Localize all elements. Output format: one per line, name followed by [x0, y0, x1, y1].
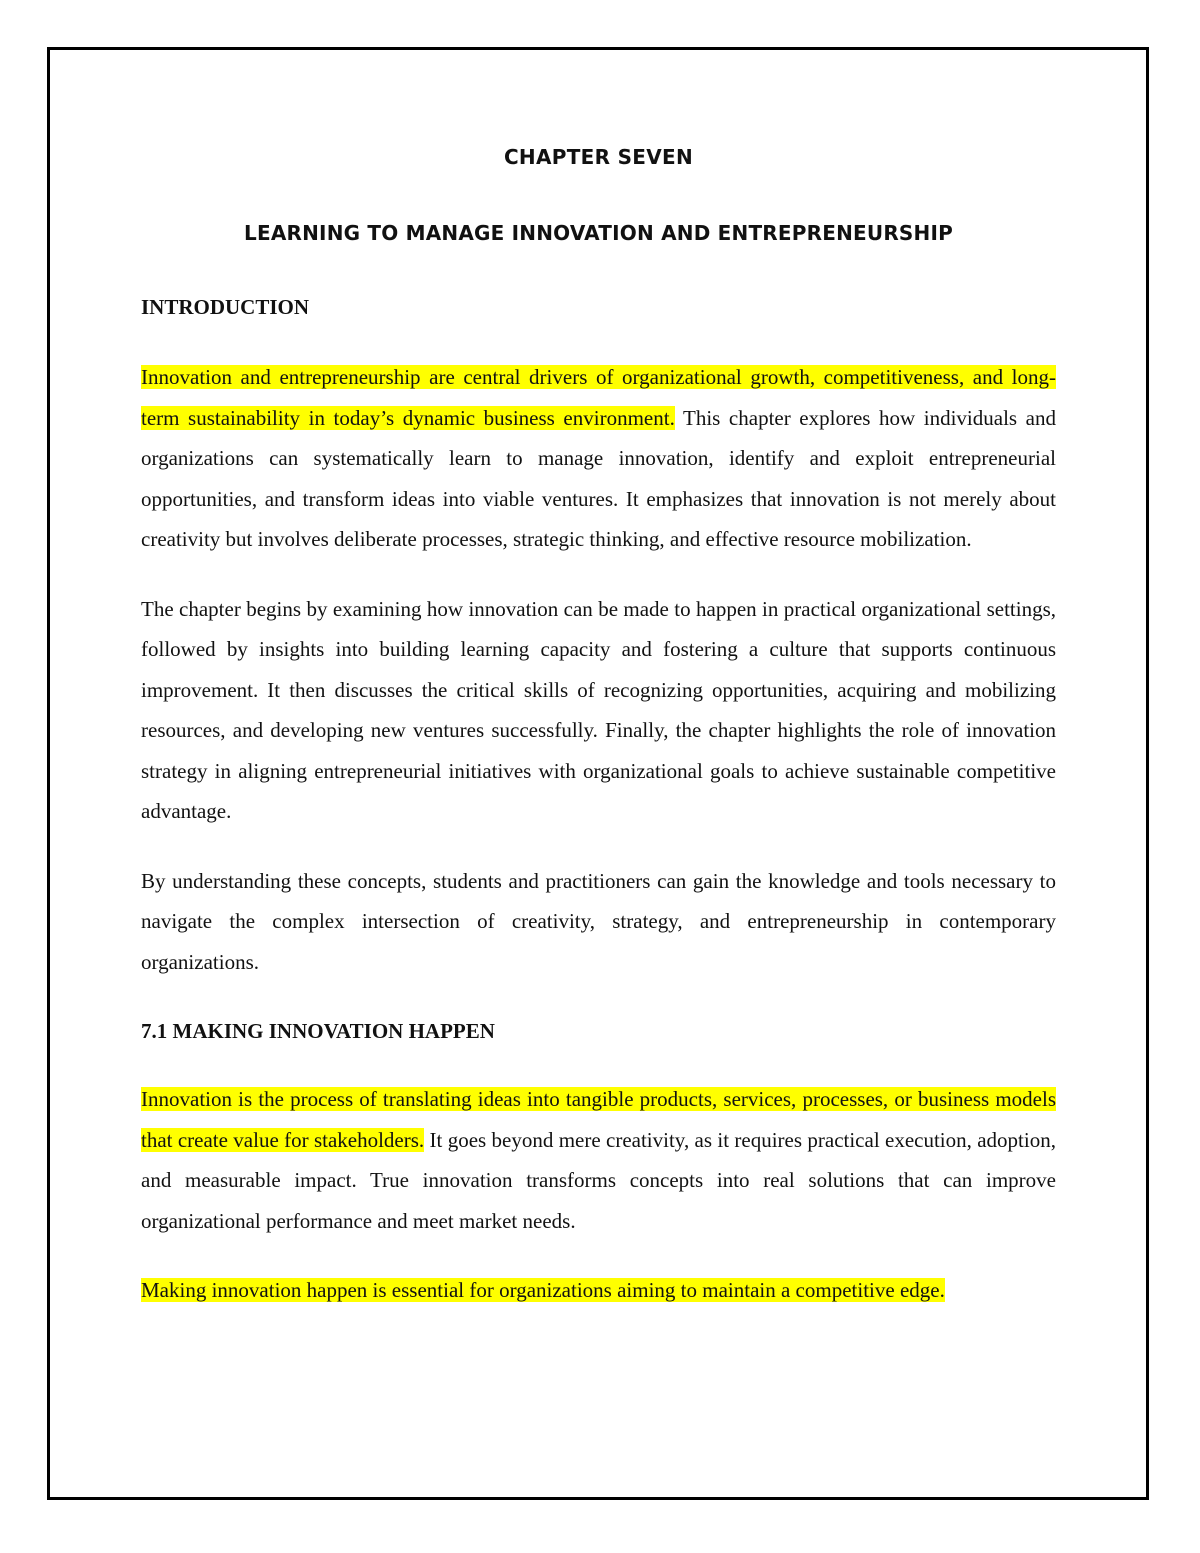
chapter-label: CHAPTER [503, 145, 611, 169]
introduction-heading: INTRODUCTION [141, 295, 310, 319]
section-7-1-paragraph-2 [141, 1270, 1056, 1311]
introduction-paragraph-1 [141, 357, 1056, 560]
section-7-1-paragraph-1 [141, 1079, 1056, 1241]
introduction-paragraph-2: The chapter begins by examining how innovation can be made to happen in practical organizational settings, followed by insights into building learning capacity and fostering a culture that supports continuous improvement. It then discusses the critical skills of recognizing opportunities, acquiring and mobilizing resources, and developing new ventures successfully. Finally, the chapter highlights the role of innovation strategy in aligning entrepreneurial initiatives with organizational goals to achieve sustainable competitive advantage. [141, 596, 1056, 823]
introduction-paragraph-3: By understanding these concepts, students and practitioners can gain the knowledge and tools necessary to navigate the complex intersection of creativity, strategy, and entrepreneurship in contemporary organizations. [141, 868, 1056, 974]
section-7-1-heading: 7.1 MAKING INNOVATION HAPPEN [141, 1019, 495, 1043]
chapter-title: LEARNING TO MANAGE INNOVATION AND ENTREPRENEURSHIP [244, 221, 953, 245]
highlighted-text: Innovation is the process of translating ideas into tangible products, services, processes, or business models that create value for stakeholders. [141, 1087, 1056, 1152]
document-body [141, 130, 1056, 1311]
chapter-number: SEVEN [617, 145, 694, 169]
paragraph-text: This chapter explores how individuals and organizations can systematically learn to manage innovation, identify and exploit entrepreneurial opportunities, and transform ideas into viable ventures. It emphasizes that innovation is not merely about creativity but involves deliberate processes, strategic thinking, and effective resource mobilization. [141, 405, 1056, 551]
paragraph-text: It goes beyond mere creativity, as it requires practical execution, adoption, and measurable impact. True innovation transforms concepts into real solutions that can improve organizational performance and meet market needs. [141, 1127, 1056, 1233]
chapter-heading [141, 142, 1056, 172]
highlighted-text: Innovation and entrepreneurship are central drivers of organizational growth, competitiveness, and long-term sustainability in today’s dynamic business environment. [141, 365, 1056, 430]
highlighted-text: Making innovation happen is essential for organizations aiming to maintain a competitive edge. [141, 1278, 945, 1302]
